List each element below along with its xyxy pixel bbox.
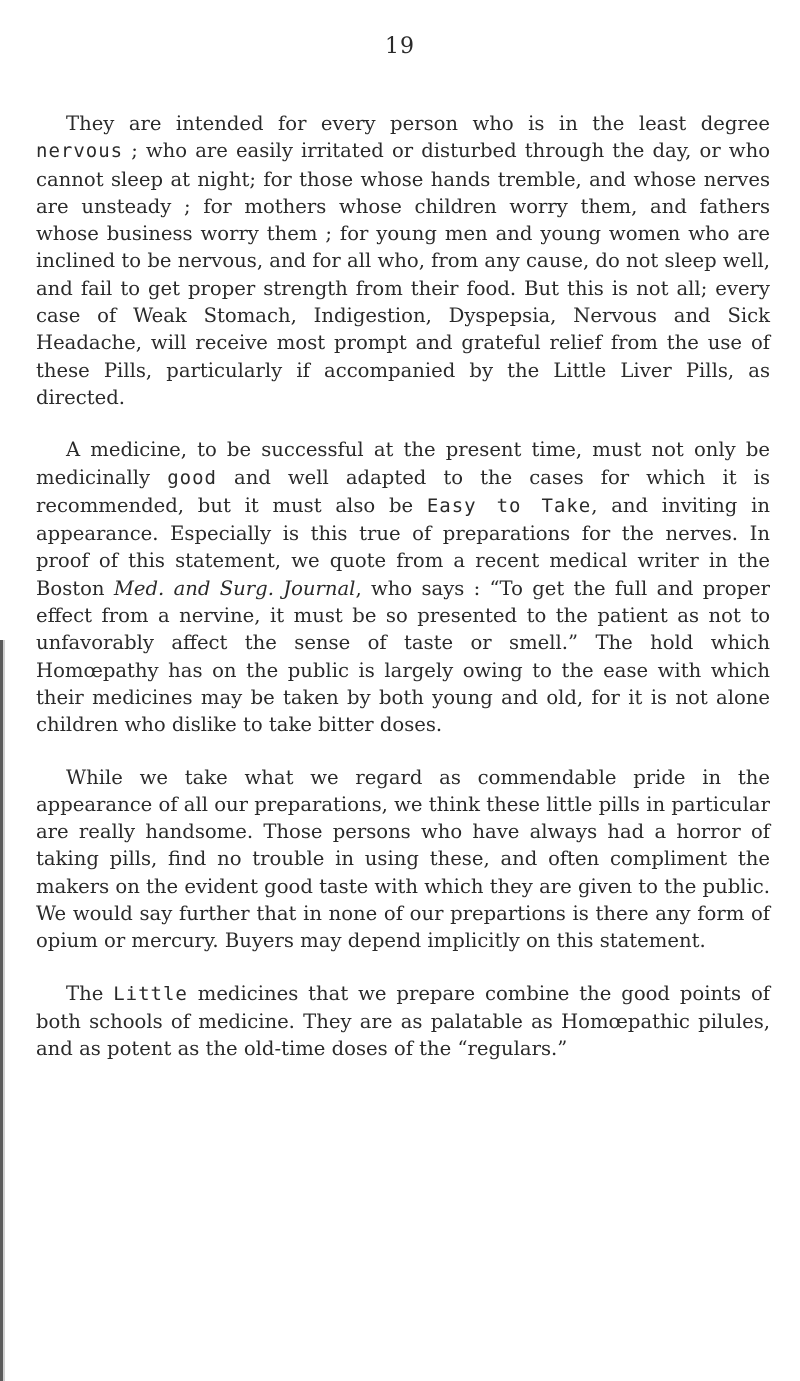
emphasis-run: nervous (36, 140, 124, 163)
text-run: , and inviting in appearance. Especially is this true of preparations for the nerves. In proof of this statement, we quote from a recent medical writer in the Boston (36, 493, 770, 600)
text-run: A medicine, to be successful at the present time, must not only be medicinally (36, 438, 770, 489)
text-run: and well adapted to the cases for which it is recommended, but it must also be (36, 465, 770, 517)
text-run: They are intended for every person who is in the least degree (66, 112, 770, 135)
paragraph-nervous-persons (36, 110, 770, 411)
emphasis-run: Little (113, 982, 188, 1005)
emphasis-run: Easy to Take (426, 494, 592, 517)
text-run: medicines that we prepare combine the good points of both schools of medicine. They are as palatable as Homœpathic pilules, and as potent as the old-time doses of the “regulars.” (36, 981, 771, 1061)
paragraph-handsome-pills (36, 764, 770, 955)
journal-title: Med. and Surg. Journal (113, 576, 356, 600)
text-run: ; who are easily irritated or disturbed through the day, or who cannot sleep at night; for those whose hands tremble, and whose nerves are unsteady ; for mothers whose children worry them, and fathers whose business worry them ; for young men and young women who are inclined to be nervous, and for all who, from any cause, do not sleep well, and fail to get proper strength from their food. But this is not all; every case of Weak Stomach, Indigestion, Dyspepsia, Nervous and Sick Headache, will receive most prompt and grateful relief from the use of these Pills, particularly if accompanied by the Little Liver Pills, as directed. (36, 139, 770, 409)
page-number: 19 (385, 34, 415, 59)
paragraph-easy-to-take (36, 436, 770, 738)
binding-edge (0, 640, 10, 1381)
text-run: , who says : “To get the full and proper effect from a nervine, it must be so presented to the patient as not to unfavorably affect the sense of taste or smell.” The hold which Homœpathy has on the public is largely owing to the ease with which their medicines may be taken by both young and old, for it is not alone children who dislike to take bitter doses. (36, 576, 770, 737)
emphasis-run: good (167, 466, 217, 489)
text-run: While we take what we regard as commendable pride in the appearance of all our preparations, we think these little pills in particular are really handsome. Those persons who have always had a horror of taking pills, find no trouble in using these, and often compliment the makers on the evident good taste with which they are given to the public. We would say further that in none of our prepartions is there any form of opium or mercury. Buyers may depend implicitly on this statement. (36, 765, 770, 953)
body-text (36, 110, 770, 1088)
paragraph-little-medicines (36, 980, 770, 1063)
text-run: The (66, 981, 114, 1005)
